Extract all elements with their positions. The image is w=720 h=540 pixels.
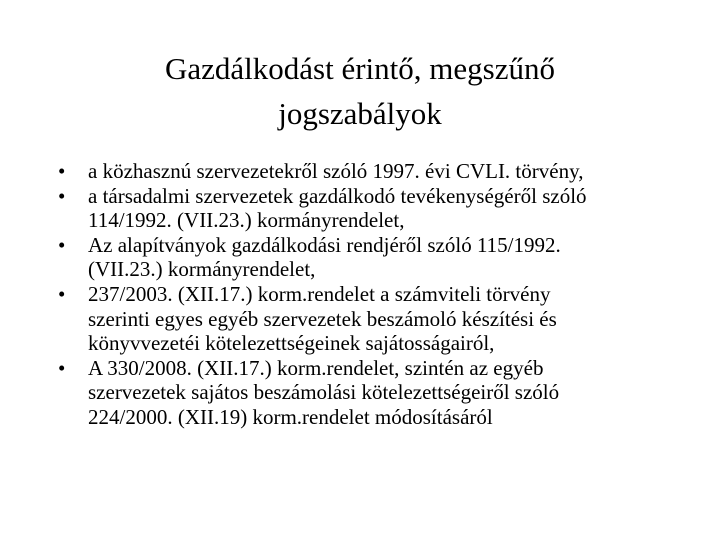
bullet-text-line: a társadalmi szervezetek gazdálkodó tevékenységéről szóló	[88, 183, 587, 208]
bullet-item	[54, 233, 684, 282]
bullet-item	[54, 159, 684, 184]
slide-title-line: Gazdálkodást érintő, megszűnő	[165, 51, 555, 86]
bullet-text-line: 224/2000. (XII.19) korm.rendelet módosításáról	[88, 404, 493, 429]
bullet-icon: •	[58, 232, 66, 257]
slide-title	[60, 46, 660, 136]
bullet-text-line: szervezetek sajátos beszámolási kötelezettségeiről szóló	[88, 380, 560, 405]
bullet-item	[54, 356, 684, 430]
bullet-list	[54, 159, 684, 430]
bullet-icon: •	[58, 355, 66, 380]
bullet-item	[54, 184, 684, 233]
bullet-text-line: könyvvezetéi kötelezettségeinek sajátosságairól,	[88, 331, 495, 356]
bullet-icon: •	[58, 281, 66, 306]
bullet-text-line: a közhasznú szervezetekről szóló 1997. évi CVLI. törvény,	[88, 159, 584, 183]
bullet-text-line: 114/1992. (VII.23.) kormányrendelet,	[88, 208, 405, 233]
bullet-text-line: Az alapítványok gazdálkodási rendjéről szóló 115/1992.	[88, 232, 561, 257]
bullet-icon: •	[58, 159, 66, 183]
bullet-text-line: (VII.23.) kormányrendelet,	[88, 257, 316, 282]
bullet-text-line: A 330/2008. (XII.17.) korm.rendelet, szintén az egyéb	[88, 355, 544, 380]
slide-title-line: jogszabályok	[278, 96, 442, 131]
bullet-item	[54, 282, 684, 356]
bullet-text-line: 237/2003. (XII.17.) korm.rendelet a számviteli törvény	[88, 281, 551, 306]
bullet-icon: •	[58, 183, 66, 208]
bullet-text-line: szerinti egyes egyéb szervezetek beszámoló készítési és	[88, 306, 557, 331]
